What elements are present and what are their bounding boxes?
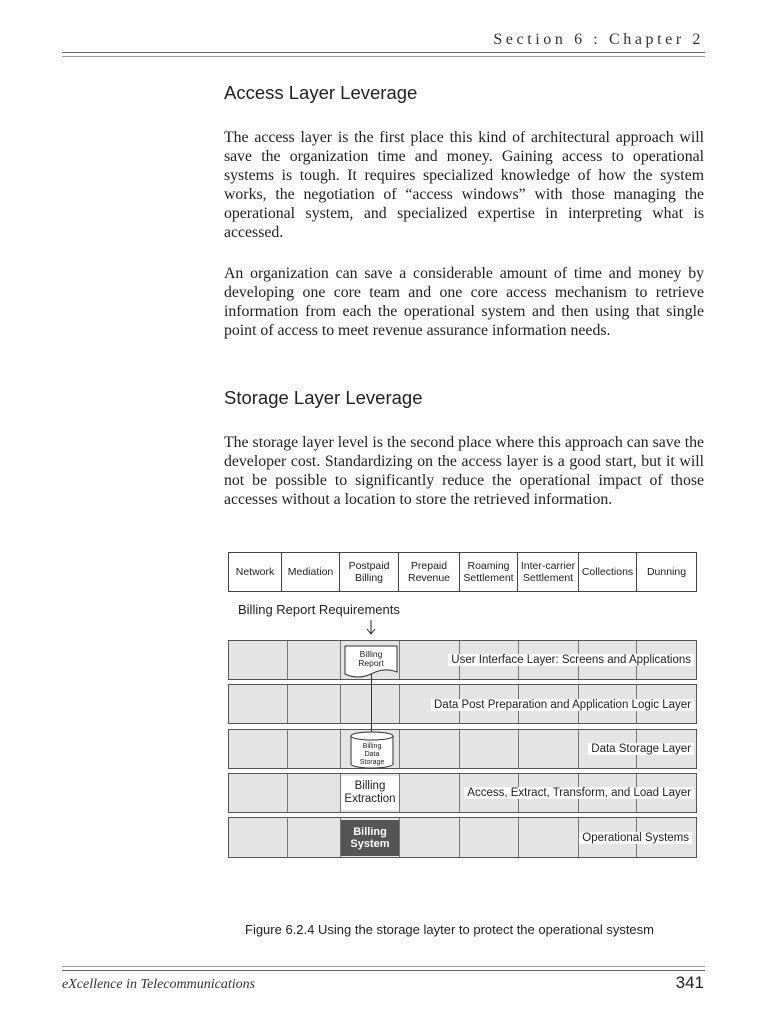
- box-prepaid-revenue: Prepaid Revenue: [399, 553, 460, 591]
- source-systems-row: [228, 552, 697, 592]
- layer-label-operational-systems: Operational Systems: [579, 832, 692, 844]
- layer-label-user-interface: User Interface Layer: Screens and Applications: [448, 654, 694, 666]
- box-mediation: Mediation: [282, 553, 340, 591]
- storage-label-line1: Billing: [362, 743, 382, 750]
- page-number: 341: [675, 973, 704, 992]
- billing-report-label-line1: Billing: [359, 649, 383, 659]
- billing-report-document-icon: [344, 645, 398, 679]
- footer-rule: [62, 970, 705, 971]
- billing-data-storage-cylinder-icon: [350, 731, 394, 769]
- heading-access-layer: Access Layer Leverage: [224, 82, 418, 103]
- paragraph-access-2: An organization can save a considerable amount of time and money by developing one core team and one core access mechanism to retrieve information from each the operational system and then using that single point of access to meet revenue assurance information needs.: [224, 265, 704, 339]
- box-roaming-settlement: Roaming Settlement: [460, 553, 518, 591]
- heading-storage-layer: Storage Layer Leverage: [224, 387, 423, 408]
- storage-label-line3: Storage: [359, 759, 385, 766]
- box-postpaid-billing: Postpaid Billing: [340, 553, 399, 591]
- storage-label-line2: Data: [364, 751, 380, 758]
- header-rule: [62, 52, 705, 53]
- layer-label-data-storage: Data Storage Layer: [588, 743, 694, 755]
- header-rule-thin: [62, 56, 705, 57]
- footer-rule-thin: [62, 966, 705, 967]
- billing-report-label-line2: Report: [358, 658, 384, 668]
- layer-operational-systems: [228, 817, 697, 858]
- down-arrow-icon: [365, 620, 377, 636]
- layer-user-interface: [228, 640, 697, 680]
- figure-caption: Figure 6.2.4 Using the storage layter to protect the operational systesm: [245, 922, 654, 937]
- billing-extraction-box: Billing Extraction: [341, 776, 399, 810]
- footer-book-title: eXcellence in Telecommunications: [62, 977, 256, 992]
- billing-report-requirements-label: Billing Report Requirements: [238, 602, 400, 617]
- box-dunning: Dunning: [646, 565, 687, 578]
- box-collections: Collections: [579, 553, 637, 591]
- layer-data-storage: [228, 729, 697, 769]
- paragraph-storage-1: The storage layer level is the second place where this approach can save the developer cost. Standardizing on the access layer is a good start, but it will not be possible to significantly reduce the operational impact of those accesses without a location to store the retrieved information.: [224, 434, 704, 508]
- layer-access-extract: [228, 773, 697, 813]
- layer-label-data-post-preparation: Data Post Preparation and Application Logic Layer: [431, 699, 694, 711]
- running-head: Section 6 : Chapter 2: [493, 31, 704, 48]
- box-inter-carrier-settlement: Inter-carrier Settlement: [518, 553, 579, 591]
- layer-label-access-extract: Access, Extract, Transform, and Load Layer: [464, 787, 694, 799]
- box-network: Network: [229, 553, 282, 591]
- billing-system-box: Billing System: [341, 820, 399, 856]
- layer-data-post-preparation: [228, 684, 697, 724]
- paragraph-access-1: The access layer is the first place this kind of architectural approach will save the organization time and money. Gaining access to operational systems is tough. It requires specialized knowledge of how the system works, the negotiation of “access windows” with those managing the operational system, and specialized expertise in interpreting what is accessed.: [224, 129, 704, 241]
